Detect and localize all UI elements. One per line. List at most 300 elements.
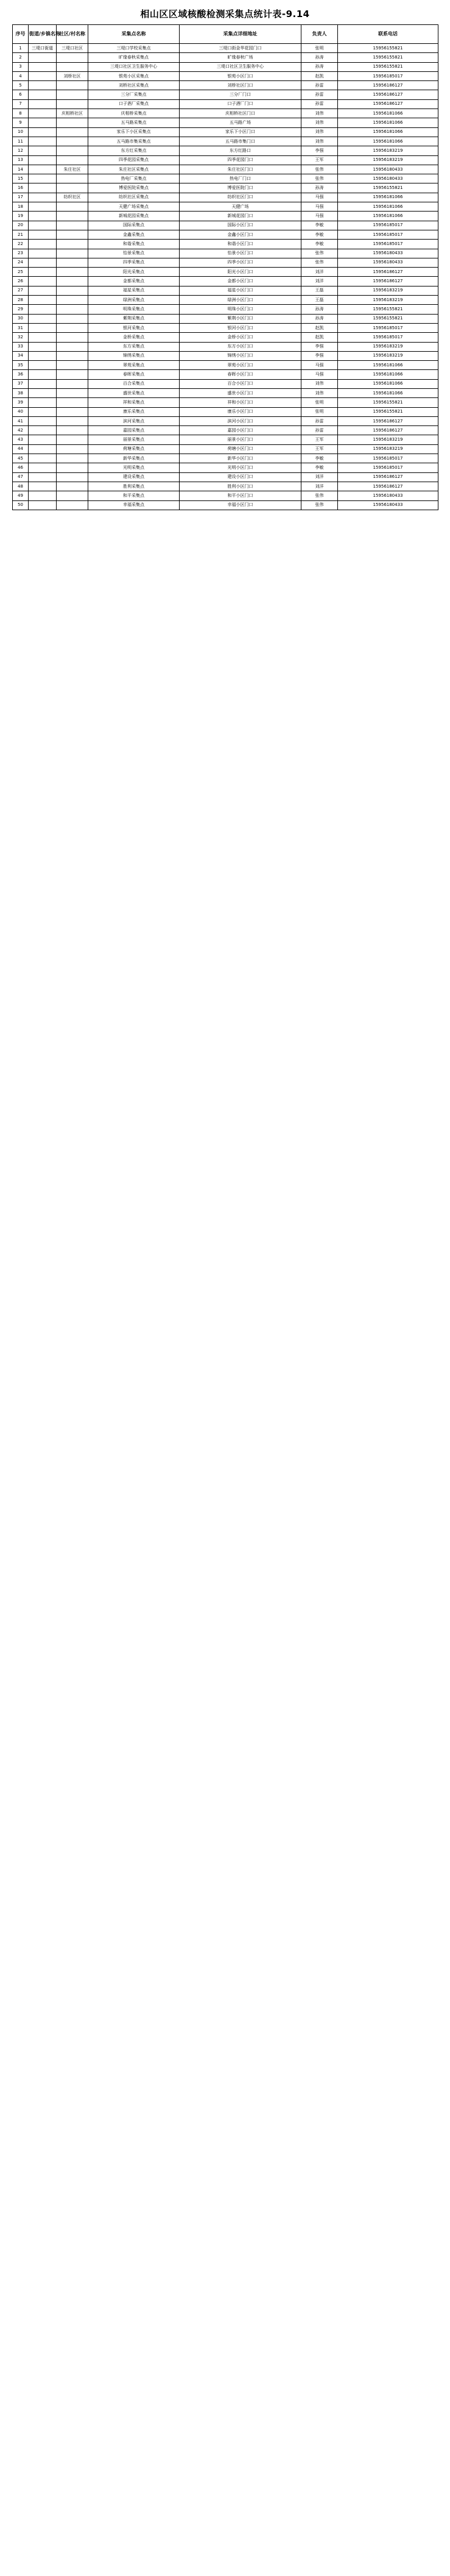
cell-community: [57, 444, 88, 454]
table-row: [13, 146, 438, 155]
table-row: [13, 193, 438, 202]
cell-no: 19: [13, 212, 29, 221]
cell-site: 四季花园采集点: [88, 155, 180, 165]
cell-phone: 15956186127: [338, 482, 438, 491]
cell-no: 49: [13, 491, 29, 500]
cell-no: 46: [13, 463, 29, 472]
table-row: [13, 155, 438, 165]
cell-site: 口子酒厂采集点: [88, 99, 180, 109]
table-row: [13, 454, 438, 463]
cell-address: 朱庄社区门口: [180, 165, 301, 174]
cell-phone: 15956155821: [338, 314, 438, 323]
table-row: [13, 416, 438, 425]
cell-person: 马强: [301, 193, 338, 202]
table-row: [13, 314, 438, 323]
cell-no: 6: [13, 90, 29, 99]
cell-person: 张伟: [301, 258, 338, 267]
table-row: [13, 137, 438, 146]
cell-community: [57, 277, 88, 286]
cell-address: 国际小区门口: [180, 221, 301, 230]
table-body: [13, 44, 438, 510]
cell-no: 29: [13, 305, 29, 314]
cell-street: 三堤口街道: [29, 44, 57, 53]
cell-address: 五马路广场: [180, 118, 301, 127]
cell-person: 李强: [301, 146, 338, 155]
table-row: [13, 435, 438, 444]
cell-address: 新城花园门口: [180, 212, 301, 221]
cell-address: 热电厂门口: [180, 174, 301, 183]
cell-phone: 15956185017: [338, 221, 438, 230]
cell-person: 孙雷: [301, 90, 338, 99]
cell-no: 13: [13, 155, 29, 165]
cell-no: 15: [13, 174, 29, 183]
cell-no: 33: [13, 342, 29, 351]
cell-street: [29, 277, 57, 286]
cell-community: [57, 127, 88, 137]
cell-phone: 15956183219: [338, 146, 438, 155]
table-row: [13, 202, 438, 212]
cell-phone: 15956155821: [338, 407, 438, 416]
cell-person: 孙雷: [301, 426, 338, 435]
table-row: [13, 482, 438, 491]
cell-address: 金都小区门口: [180, 277, 301, 286]
cell-no: 39: [13, 398, 29, 407]
cell-person: 刘洋: [301, 277, 338, 286]
cell-person: 刘洋: [301, 482, 338, 491]
cell-address: 金桥小区门口: [180, 333, 301, 342]
cell-person: 刘伟: [301, 109, 338, 118]
cell-address: 庆相桥社区门口: [180, 109, 301, 118]
cell-address: 天健广场: [180, 202, 301, 212]
cell-community: [57, 99, 88, 109]
cell-person: 李敏: [301, 221, 338, 230]
cell-site: 五马路采集点: [88, 118, 180, 127]
cell-site: 金鑫采集点: [88, 230, 180, 239]
cell-no: 3: [13, 62, 29, 71]
cell-site: 金桥采集点: [88, 333, 180, 342]
cell-phone: 15956186127: [338, 426, 438, 435]
table-row: [13, 333, 438, 342]
cell-phone: 15956180433: [338, 165, 438, 174]
cell-address: 三堤口社区卫生服务中心: [180, 62, 301, 71]
cell-address: 刘桥社区门口: [180, 81, 301, 90]
table-row: [13, 240, 438, 249]
cell-community: [57, 221, 88, 230]
table-row: [13, 268, 438, 277]
cell-person: 张伟: [301, 500, 338, 510]
cell-person: 赵凯: [301, 71, 338, 80]
cell-no: 22: [13, 240, 29, 249]
column-header-phone: 联系电话: [338, 25, 438, 44]
cell-phone: 15956181066: [338, 109, 438, 118]
table-row: [13, 296, 438, 305]
cell-address: 丽景小区门口: [180, 435, 301, 444]
cell-street: [29, 426, 57, 435]
cell-site: 光明采集点: [88, 463, 180, 472]
cell-phone: 15956181066: [338, 193, 438, 202]
page-title: 相山区区域核酸检测采集点统计表-9.14: [140, 9, 310, 20]
cell-address: 和平小区门口: [180, 491, 301, 500]
cell-person: 孙涛: [301, 53, 338, 62]
cell-street: [29, 482, 57, 491]
cell-site: 五马路市集采集点: [88, 137, 180, 146]
cell-person: 刘伟: [301, 379, 338, 388]
table-row: [13, 99, 438, 109]
cell-person: 王军: [301, 155, 338, 165]
cell-address: 春晖小区门口: [180, 370, 301, 379]
table-row: [13, 351, 438, 360]
cell-street: [29, 146, 57, 155]
cell-address: 东方小区门口: [180, 342, 301, 351]
cell-no: 18: [13, 202, 29, 212]
cell-no: 14: [13, 165, 29, 174]
cell-no: 10: [13, 127, 29, 137]
cell-no: 47: [13, 472, 29, 482]
cell-phone: 15956183219: [338, 435, 438, 444]
cell-person: 王军: [301, 444, 338, 454]
cell-community: [57, 258, 88, 267]
cell-address: 锦绣小区门口: [180, 351, 301, 360]
cell-site: 三分厂采集点: [88, 90, 180, 99]
cell-no: 2: [13, 53, 29, 62]
cell-street: [29, 305, 57, 314]
table-row: [13, 500, 438, 510]
cell-street: [29, 379, 57, 388]
cell-person: 马强: [301, 212, 338, 221]
table-header: [13, 25, 438, 44]
cell-no: 35: [13, 361, 29, 370]
cell-no: 36: [13, 370, 29, 379]
cell-phone: 15956181066: [338, 118, 438, 127]
cell-street: [29, 435, 57, 444]
cell-phone: 15956185017: [338, 333, 438, 342]
table-row: [13, 183, 438, 193]
table-row: [13, 81, 438, 90]
table-row: [13, 379, 438, 388]
cell-no: 38: [13, 388, 29, 397]
cell-street: [29, 296, 57, 305]
cell-site: 和谐采集点: [88, 240, 180, 249]
cell-community: [57, 268, 88, 277]
cell-community: 三堤口社区: [57, 44, 88, 53]
table-row: [13, 90, 438, 99]
cell-street: [29, 165, 57, 174]
column-header-person: 负责人: [301, 25, 338, 44]
cell-no: 42: [13, 426, 29, 435]
cell-community: [57, 407, 88, 416]
cell-address: 翠苑小区门口: [180, 361, 301, 370]
cell-street: [29, 500, 57, 510]
cell-phone: 15956155821: [338, 44, 438, 53]
cell-site: 新城花园采集点: [88, 212, 180, 221]
cell-site: 胜利采集点: [88, 482, 180, 491]
cell-community: [57, 90, 88, 99]
cell-street: [29, 314, 57, 323]
cell-address: 口子酒厂门口: [180, 99, 301, 109]
cell-phone: 15956181066: [338, 388, 438, 397]
cell-street: [29, 258, 57, 267]
cell-street: [29, 81, 57, 90]
cell-no: 25: [13, 268, 29, 277]
table-row: [13, 388, 438, 397]
cell-no: 45: [13, 454, 29, 463]
cell-phone: 15956186127: [338, 472, 438, 482]
cell-site: 荷塘采集点: [88, 444, 180, 454]
cell-community: [57, 202, 88, 212]
table-row: [13, 323, 438, 332]
cell-street: [29, 193, 57, 202]
cell-address: 幸福小区门口: [180, 500, 301, 510]
cell-person: 王军: [301, 435, 338, 444]
cell-site: 银河采集点: [88, 323, 180, 332]
cell-address: 祥和小区门口: [180, 398, 301, 407]
column-header-address: 采集点详细地址: [180, 25, 301, 44]
cell-street: [29, 407, 57, 416]
cell-person: 张明: [301, 44, 338, 53]
cell-site: 幸福采集点: [88, 500, 180, 510]
cell-no: 21: [13, 230, 29, 239]
cell-phone: 15956180433: [338, 174, 438, 183]
cell-person: 马强: [301, 370, 338, 379]
cell-no: 44: [13, 444, 29, 454]
cell-site: 丽景采集点: [88, 435, 180, 444]
cell-person: 孙涛: [301, 62, 338, 71]
cell-street: [29, 174, 57, 183]
cell-person: 马强: [301, 361, 338, 370]
cell-street: [29, 323, 57, 332]
cell-site: 嘉园采集点: [88, 426, 180, 435]
cell-address: 四季花园门口: [180, 155, 301, 165]
cell-phone: 15956185017: [338, 463, 438, 472]
cell-site: 盛世采集点: [88, 388, 180, 397]
column-header-no: 序号: [13, 25, 29, 44]
cell-no: 7: [13, 99, 29, 109]
cell-phone: 15956186127: [338, 268, 438, 277]
cell-no: 17: [13, 193, 29, 202]
table-row: [13, 109, 438, 118]
table-row: [13, 286, 438, 295]
cell-community: [57, 333, 88, 342]
cell-site: 博爱医院采集点: [88, 183, 180, 193]
cell-site: 福星采集点: [88, 286, 180, 295]
cell-site: 三堤口学校采集点: [88, 44, 180, 53]
table-row: [13, 407, 438, 416]
cell-site: 东方红采集点: [88, 146, 180, 155]
cell-person: 赵凯: [301, 333, 338, 342]
cell-no: 11: [13, 137, 29, 146]
cell-community: 朱庄社区: [57, 165, 88, 174]
cell-street: [29, 249, 57, 258]
cell-person: 马强: [301, 202, 338, 212]
cell-street: [29, 109, 57, 118]
cell-community: [57, 240, 88, 249]
cell-person: 李敏: [301, 230, 338, 239]
cell-person: 孙雷: [301, 99, 338, 109]
cell-site: 滨河采集点: [88, 416, 180, 425]
cell-community: [57, 146, 88, 155]
cell-site: 阳光采集点: [88, 268, 180, 277]
cell-phone: 15956181066: [338, 379, 438, 388]
cell-community: 纺织社区: [57, 193, 88, 202]
cell-phone: 15956183219: [338, 351, 438, 360]
cell-no: 34: [13, 351, 29, 360]
cell-person: 李敏: [301, 463, 338, 472]
cell-community: [57, 361, 88, 370]
cell-address: 胜利小区门口: [180, 482, 301, 491]
cell-phone: 15956183219: [338, 342, 438, 351]
cell-site: 祥和采集点: [88, 398, 180, 407]
table-row: [13, 249, 438, 258]
table-row: [13, 342, 438, 351]
cell-site: 纺织社区采集点: [88, 193, 180, 202]
cell-phone: 15956186127: [338, 416, 438, 425]
cell-no: 30: [13, 314, 29, 323]
cell-address: 紫荆小区门口: [180, 314, 301, 323]
cell-no: 16: [13, 183, 29, 193]
cell-community: [57, 370, 88, 379]
table-row: [13, 258, 438, 267]
cell-street: [29, 137, 57, 146]
cell-person: 赵凯: [301, 323, 338, 332]
cell-address: 滨河小区门口: [180, 416, 301, 425]
cell-address: 和谐小区门口: [180, 240, 301, 249]
cell-community: [57, 426, 88, 435]
cell-site: 金都采集点: [88, 277, 180, 286]
collection-points-table-container: [12, 24, 438, 2570]
cell-person: 张伟: [301, 249, 338, 258]
cell-site: 锦绣采集点: [88, 351, 180, 360]
table-row: [13, 174, 438, 183]
cell-community: [57, 249, 88, 258]
cell-address: 五马路市集门口: [180, 137, 301, 146]
cell-site: 国际采集点: [88, 221, 180, 230]
cell-site: 春晖采集点: [88, 370, 180, 379]
table-row: [13, 62, 438, 71]
cell-address: 康乐小区门口: [180, 407, 301, 416]
cell-site: 绿洲采集点: [88, 296, 180, 305]
cell-site: 银苑小区采集点: [88, 71, 180, 80]
cell-street: [29, 370, 57, 379]
cell-community: [57, 379, 88, 388]
cell-no: 23: [13, 249, 29, 258]
cell-community: 刘桥社区: [57, 71, 88, 80]
cell-address: 旷缘春秋广场: [180, 53, 301, 62]
cell-person: 王磊: [301, 296, 338, 305]
table-row: [13, 212, 438, 221]
table-row: [13, 361, 438, 370]
cell-community: [57, 323, 88, 332]
cell-no: 26: [13, 277, 29, 286]
table-row: [13, 127, 438, 137]
cell-phone: 15956155821: [338, 62, 438, 71]
cell-address: 荷塘小区门口: [180, 444, 301, 454]
cell-no: 32: [13, 333, 29, 342]
cell-no: 5: [13, 81, 29, 90]
table-row: [13, 463, 438, 472]
cell-phone: 15956185017: [338, 230, 438, 239]
cell-address: 怡景小区门口: [180, 249, 301, 258]
cell-address: 盛世小区门口: [180, 388, 301, 397]
cell-no: 24: [13, 258, 29, 267]
cell-site: 翠苑采集点: [88, 361, 180, 370]
cell-address: 福星小区门口: [180, 286, 301, 295]
cell-phone: 15956181066: [338, 202, 438, 212]
cell-street: [29, 286, 57, 295]
cell-no: 8: [13, 109, 29, 118]
cell-community: [57, 500, 88, 510]
table-row: [13, 370, 438, 379]
cell-phone: 15956181066: [338, 127, 438, 137]
cell-address: 银河小区门口: [180, 323, 301, 332]
cell-address: 新华小区门口: [180, 454, 301, 463]
cell-street: [29, 472, 57, 482]
cell-person: 孙雷: [301, 416, 338, 425]
cell-person: 张明: [301, 398, 338, 407]
cell-address: 东方红路口: [180, 146, 301, 155]
cell-person: 李强: [301, 351, 338, 360]
cell-community: [57, 388, 88, 397]
cell-phone: 15956181066: [338, 212, 438, 221]
cell-site: 东方采集点: [88, 342, 180, 351]
cell-street: [29, 398, 57, 407]
cell-site: 康乐采集点: [88, 407, 180, 416]
cell-no: 43: [13, 435, 29, 444]
cell-address: 嘉园小区门口: [180, 426, 301, 435]
cell-no: 9: [13, 118, 29, 127]
cell-no: 48: [13, 482, 29, 491]
cell-street: [29, 351, 57, 360]
cell-phone: 15956180433: [338, 491, 438, 500]
cell-phone: 15956185017: [338, 323, 438, 332]
cell-site: 三堤口社区卫生服务中心: [88, 62, 180, 71]
cell-street: [29, 463, 57, 472]
cell-street: [29, 53, 57, 62]
cell-street: [29, 99, 57, 109]
cell-person: 张伟: [301, 165, 338, 174]
cell-community: [57, 342, 88, 351]
cell-community: [57, 230, 88, 239]
cell-street: [29, 118, 57, 127]
cell-community: [57, 155, 88, 165]
cell-address: 绿洲小区门口: [180, 296, 301, 305]
cell-address: 建设小区门口: [180, 472, 301, 482]
cell-phone: 15956185017: [338, 240, 438, 249]
cell-no: 28: [13, 296, 29, 305]
cell-community: [57, 62, 88, 71]
cell-community: [57, 482, 88, 491]
cell-site: 明珠采集点: [88, 305, 180, 314]
cell-community: [57, 183, 88, 193]
cell-no: 50: [13, 500, 29, 510]
cell-person: 刘洋: [301, 268, 338, 277]
cell-address: 四季小区门口: [180, 258, 301, 267]
column-header-site: 采集点名称: [88, 25, 180, 44]
cell-street: [29, 268, 57, 277]
cell-site: 怡景采集点: [88, 249, 180, 258]
table-row: [13, 305, 438, 314]
table-row: [13, 398, 438, 407]
cell-person: 刘伟: [301, 118, 338, 127]
cell-site: 热电厂采集点: [88, 174, 180, 183]
cell-phone: 15956185017: [338, 71, 438, 80]
cell-no: 41: [13, 416, 29, 425]
cell-community: [57, 137, 88, 146]
cell-site: 四季采集点: [88, 258, 180, 267]
cell-site: 紫荆采集点: [88, 314, 180, 323]
cell-phone: 15956186127: [338, 90, 438, 99]
cell-no: 12: [13, 146, 29, 155]
cell-street: [29, 155, 57, 165]
